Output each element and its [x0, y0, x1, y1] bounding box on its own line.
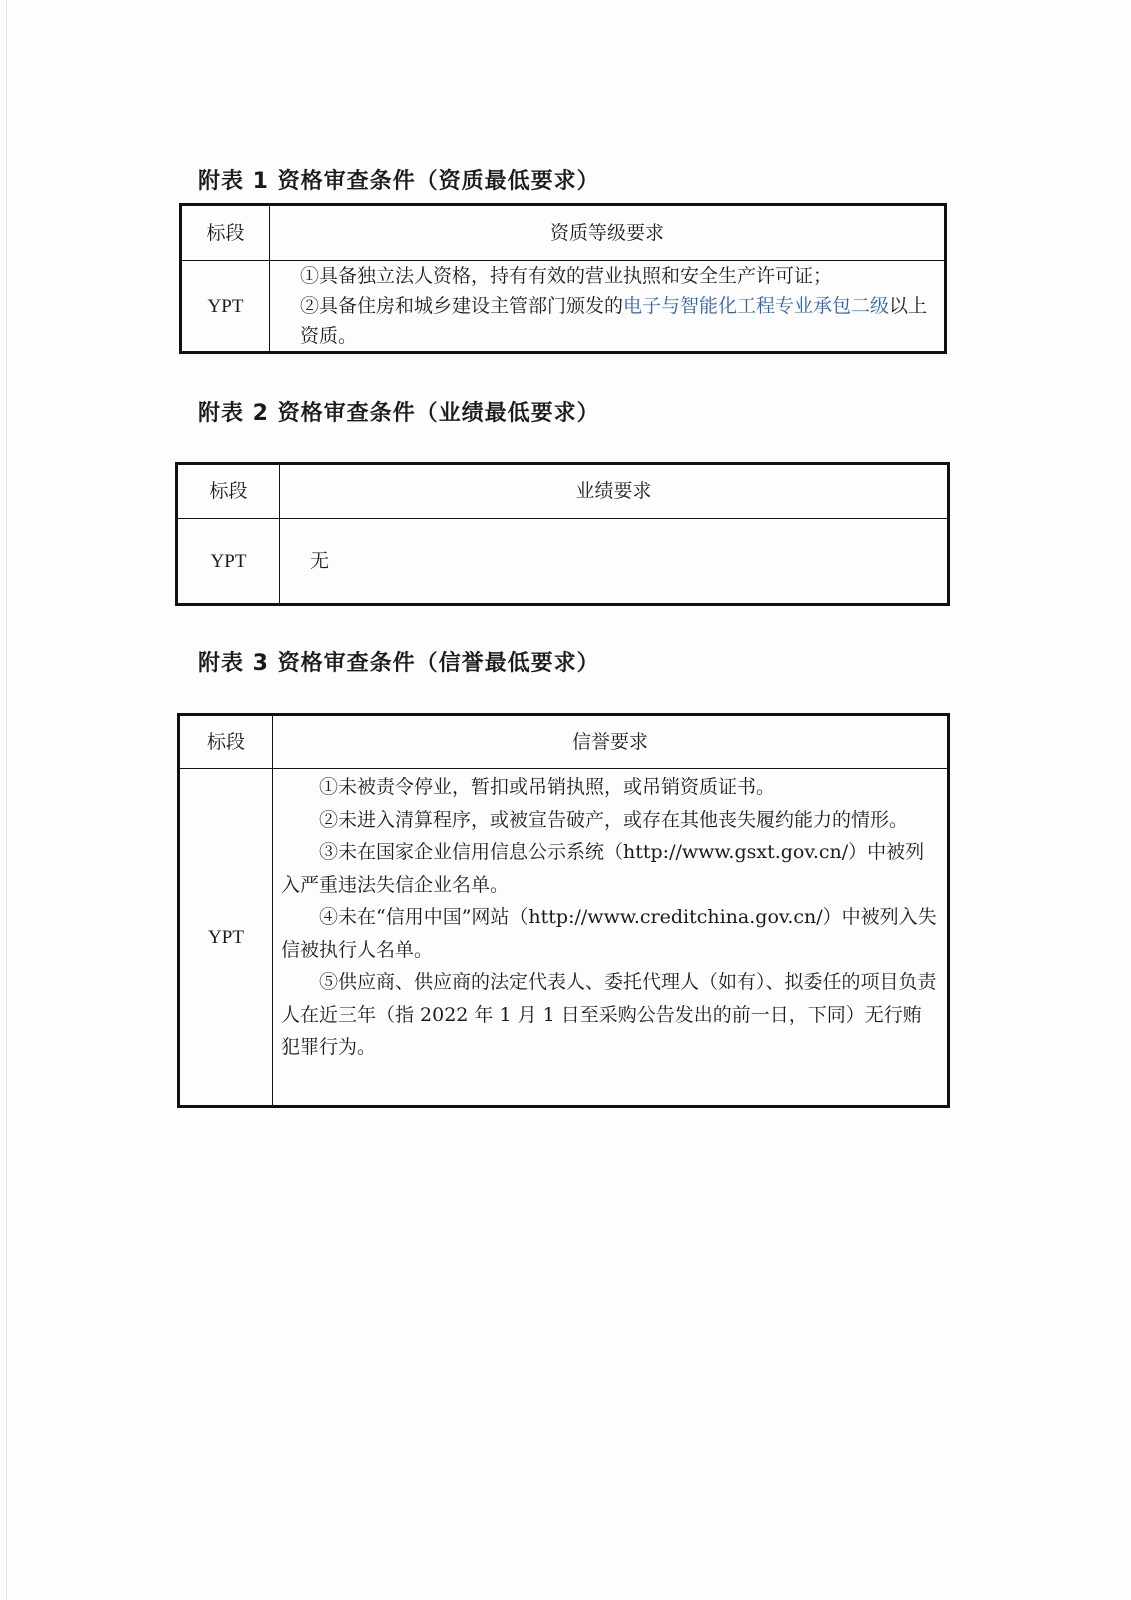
item2-suffix: 以上资质。 — [300, 295, 928, 347]
qualification-table — [179, 203, 947, 354]
requirement-cell — [273, 769, 949, 1107]
credit-item-3: ③未在国家企业信用信息公示系统（http://www.gsxt.gov.cn/）中被列入严重违法失信企业名单。 — [281, 841, 925, 896]
segment-cell: YPT — [181, 261, 270, 353]
credit-item-5: ⑤供应商、供应商的法定代表人、委托代理人（如有）、拟委任的项目负责人在近三年（指 2022 年 1 月 1 日至采购公告发出的前一日，下同）无行贿犯罪行为。 — [281, 971, 937, 1058]
requirement-cell — [270, 261, 946, 353]
segment-header: 标段 — [177, 464, 280, 519]
table2-title: 附表 2 资格审查条件（业绩最低要求） — [198, 401, 600, 426]
requirement-header: 信誉要求 — [273, 715, 949, 769]
table-row — [177, 519, 949, 605]
item2-highlight: 电子与智能化工程专业承包二级 — [623, 295, 890, 317]
credit-item-4: ④未在“信用中国”网站（http://www.creditchina.gov.cn/）中被列入失信被执行人名单。 — [281, 906, 937, 961]
segment-cell: YPT — [177, 519, 280, 605]
table-header-row — [177, 464, 949, 519]
requirement-cell: 无 — [280, 519, 949, 605]
table-header-row — [179, 715, 949, 769]
table-row — [179, 769, 949, 1107]
item2-prefix: ②具备住房和城乡建设主管部门颁发的 — [300, 295, 624, 317]
requirement-header: 资质等级要求 — [270, 205, 946, 261]
requirement-header: 业绩要求 — [280, 464, 949, 519]
credit-table — [177, 713, 950, 1108]
table1-title: 附表 1 资格审查条件（资质最低要求） — [198, 169, 600, 194]
segment-header: 标段 — [181, 205, 270, 261]
table3-title: 附表 3 资格审查条件（信誉最低要求） — [198, 651, 600, 676]
requirement-item-2 — [300, 291, 934, 351]
table-row — [181, 261, 946, 353]
credit-item-1: ①未被责令停业，暂扣或吊销执照，或吊销资质证书。 — [319, 776, 776, 798]
performance-table — [175, 462, 950, 606]
segment-header: 标段 — [179, 715, 273, 769]
requirement-item-1: ①具备独立法人资格，持有有效的营业执照和安全生产许可证； — [300, 265, 833, 287]
page-edge-line — [6, 0, 7, 1600]
segment-cell: YPT — [179, 769, 273, 1107]
table-header-row — [181, 205, 946, 261]
credit-item-2: ②未进入清算程序，或被宣告破产，或存在其他丧失履约能力的情形。 — [319, 808, 909, 831]
